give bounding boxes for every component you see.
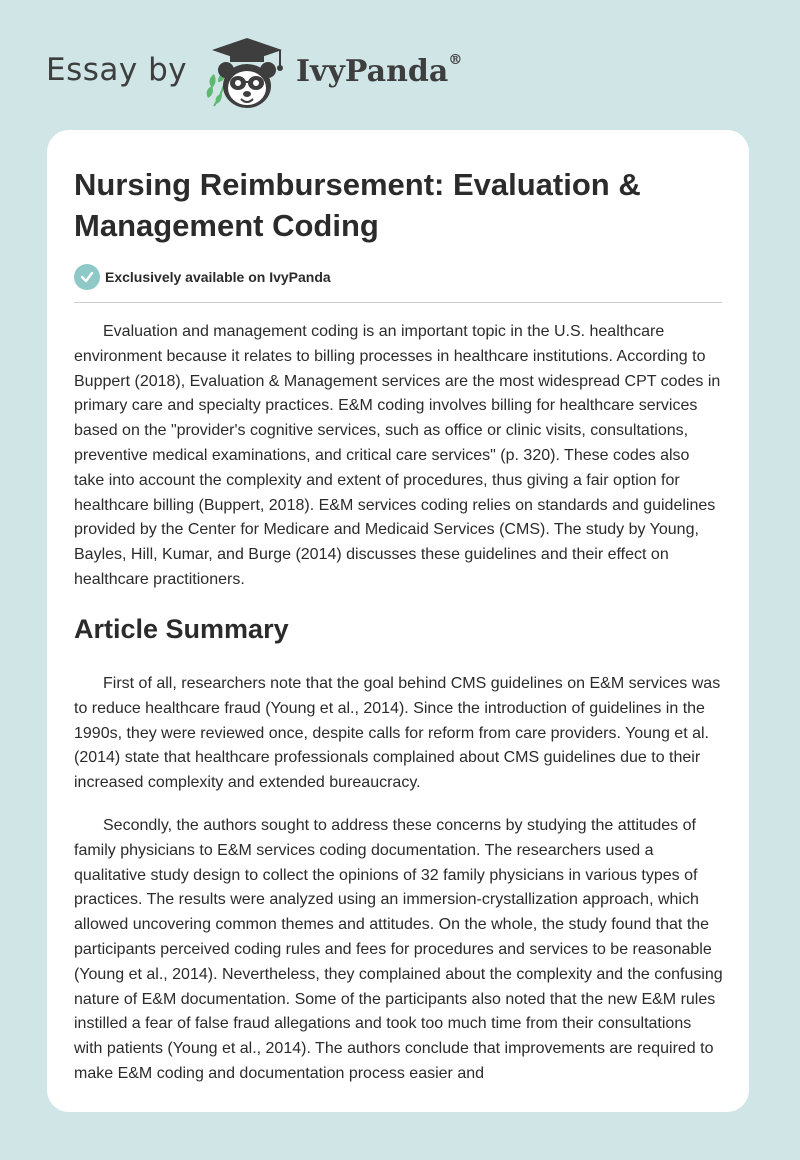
- registered-mark: ®: [448, 52, 463, 68]
- brand-name[interactable]: IvyPanda®: [296, 52, 463, 89]
- check-circle-icon: [74, 264, 100, 290]
- exclusive-label: Exclusively available on IvyPanda: [105, 269, 331, 285]
- summary-paragraph-2: Secondly, the authors sought to address these concerns by studying the attitudes of family physicians to E&M services coding documentation. The researchers used a qualitative study design to collect the opinions of 32 family physicians in various types of practices. The results were analyzed using an immersion-crystallization approach, which allowed uncovering common themes and attitudes. On the whole, the study found that the participants perceived coding rules and fees for procedures and services to be reasonable (Young et al., 2014). Nevertheless, they complained about the complexity and the confusing nature of E&M documentation. Some of the participants also noted that the new E&M rules instilled a fear of false fraud allegations and took too much time from their consultations with patients (Young et al., 2014). The authors conclude that improvements are required to make E&M coding and documentation process easier and: [74, 817, 723, 1082]
- exclusive-badge: [74, 264, 331, 290]
- essay-by-label: Essay by: [46, 52, 188, 88]
- divider: [74, 302, 722, 303]
- essay-card: [47, 130, 749, 1112]
- site-header: [46, 32, 506, 112]
- summary-paragraph-1: First of all, researchers note that the goal behind CMS guidelines on E&M services was to reduce healthcare fraud (Young et al., 2014). Since the introduction of guidelines in the 1990s, they were reviewed once, despite calls for reform from care providers. Young et al. (2014) state that healthcare professionals complained about CMS guidelines due to their increased complexity and extended bureaucracy.: [74, 675, 721, 792]
- page-title: Nursing Reimbursement: Evaluation & Management Coding: [74, 167, 641, 243]
- intro-paragraph: Evaluation and management coding is an important topic in the U.S. healthcare environment because it relates to billing processes in healthcare institutions. According to Buppert (2018), Evaluation & Management services are the most widespread CPT codes in primary care and specialty practices. E&M coding involves billing for healthcare services based on the "provider's cognitive services, such as office or clinic visits, consultations, preventive medical examinations, and critical care services" (p. 320). These codes also take into account the complexity and extent of procedures, thus giving a fair option for healthcare billing (Buppert, 2018). E&M services coding relies on standards and guidelines provided by the Center for Medicare and Medicaid Services (CMS). The study by Young, Bayles, Hill, Kumar, and Burge (2014) discusses these guidelines and their effect on healthcare practitioners.: [74, 323, 721, 588]
- panda-graduate-icon: [204, 36, 290, 112]
- section-heading: Article Summary: [74, 614, 289, 644]
